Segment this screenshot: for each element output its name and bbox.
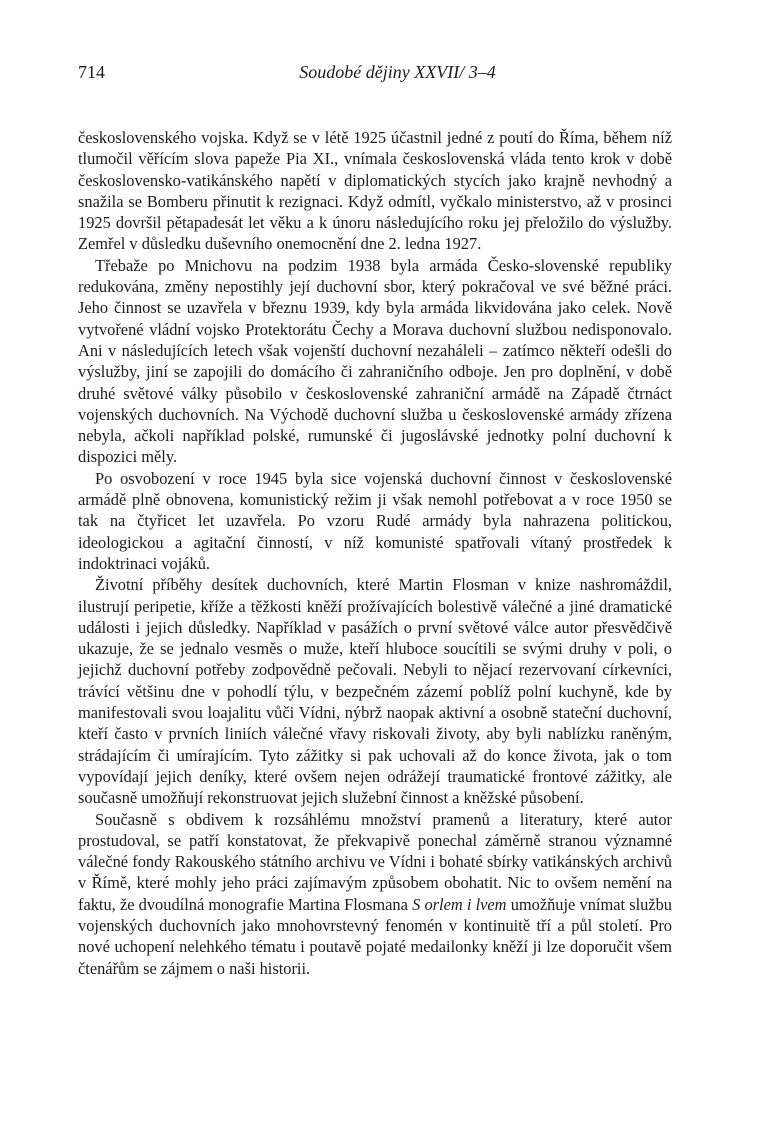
paragraph: Po osvobození v roce 1945 byla sice vojenská duchovní činnost v československé armádě plně obnovena, komunistický režim ji však nemohl potřebovat a v roce 1950 se tak na čtyřicet let uzavřela. Po vzoru Rudé armády byla nahrazena politickou, ideologickou a agitační činností, v níž komunisté spatřovali vítaný prostředek k indoktrinaci vojáků.: [78, 468, 672, 573]
page-number: 714: [78, 62, 105, 82]
book-title: S orlem i lvem: [412, 894, 507, 914]
paragraph: československého vojska. Když se v létě 1925 účastnil jedné z poutí do Říma, během níž tlumočil věřícím slova papeže Pia XI., vnímala československá vláda tento krok v době československo-vatikánského napětí v diplomatických stycích jako krajně nevhodný a snažila se Bomberu přinutit k rezignaci. Když odmítl, vyčkalo ministerstvo, až v prosinci 1925 dovršil pětapadesát let věku a k únoru následujícího roku jej přeložilo do výslužby. Zemřel v důsledku duševního onemocnění dne 2. ledna 1927.: [78, 128, 672, 254]
paragraph: Třebaže po Mnichovu na podzim 1938 byla armáda Česko-slovenské republiky redukována, změny nepostihly její duchovní sbor, který pokračoval ve své běžné práci. Jeho činnost se uzavřela v březnu 1939, kdy byla armáda likvidována jako celek. Nově vytvořené vládní vojsko Protektorátu Čechy a Morava duchovní službou nedisponovalo. Ani v následujících letech však vojenští duchovní nezaháleli – zatímco někteří odešli do výslužby, jiní se zapojili do domácího či zahraničního odboje. Jen pro doplnění, v době druhé světové války působilo v československé zahraniční armádě na Západě čtrnáct vojenských duchovních. Na Východě duchovní služba u československé armády zřízena nebyla, ačkoli například polské, rumunské či jugoslávské jednotky polní duchovní k dispozici měly.: [78, 255, 672, 467]
paragraph: Životní příběhy desítek duchovních, které Martin Flosman v knize nashromáždil, ilustrují peripetie, kříže a těžkosti kněží prožívajících bolestivě válečné a jiné dramatické události i jejich důsledky. Například v pasážích o první světové válce autor přesvědčivě ukazuje, že se jednalo vesměs o muže, kteří hluboce soucítili se svými druhy v poli, o jejichž duchovní potřeby zodpovědně pečovali. Nebyli to nějací rezervovaní církevníci, trávící většinu dne v pohodlí týlu, v bezpečném zázemí poblíž polní kuchyně, kde by manifestovali svou loajalitu vůči Vídni, nýbrž naopak aktivní a osobně stateční duchovní, kteří často v prvních liniích válečné vřavy riskovali životy, aby byli nablízku raněným, strádajícím či umírajícím. Tyto zážitky si pak uchovali až do konce života, jak o tom vypovídají jejich deníky, které ovšem nejen odrážejí traumatické frontové zážitky, ale současně umožňují rekonstruovat jejich služební činnost a kněžské působení.: [78, 575, 672, 808]
running-header: [78, 60, 681, 84]
paragraph-text: umožňuje vnímat službu vojenských duchovních jako mnohovrstevný fenomén v kontinuitě tří a půl století. Pro nové uchopení nelehkého tématu i poutavě pojaté medailonky kněží ji lze doporučit všem čtenářům se zájmem o naši historii.: [78, 894, 672, 978]
journal-title: Soudobé dějiny XXVII/ 3–4: [299, 62, 496, 82]
paragraph-text: Současně s obdivem k rozsáhlému množství pramenů a literatury, které autor prostudoval, se patří konstatovat, že překvapivě ponechal záměrně stranou významné válečné fondy Rakouského státního archivu ve Vídni i bohaté sbírky vatikánských archivů v Římě, které mohly jeho práci zajímavým způsobem obohatit. Nic to ovšem nemění na faktu, že dvoudílná monografie Martina Flosmana: [78, 809, 672, 914]
paragraph: [78, 809, 672, 979]
article-body: [78, 127, 672, 979]
